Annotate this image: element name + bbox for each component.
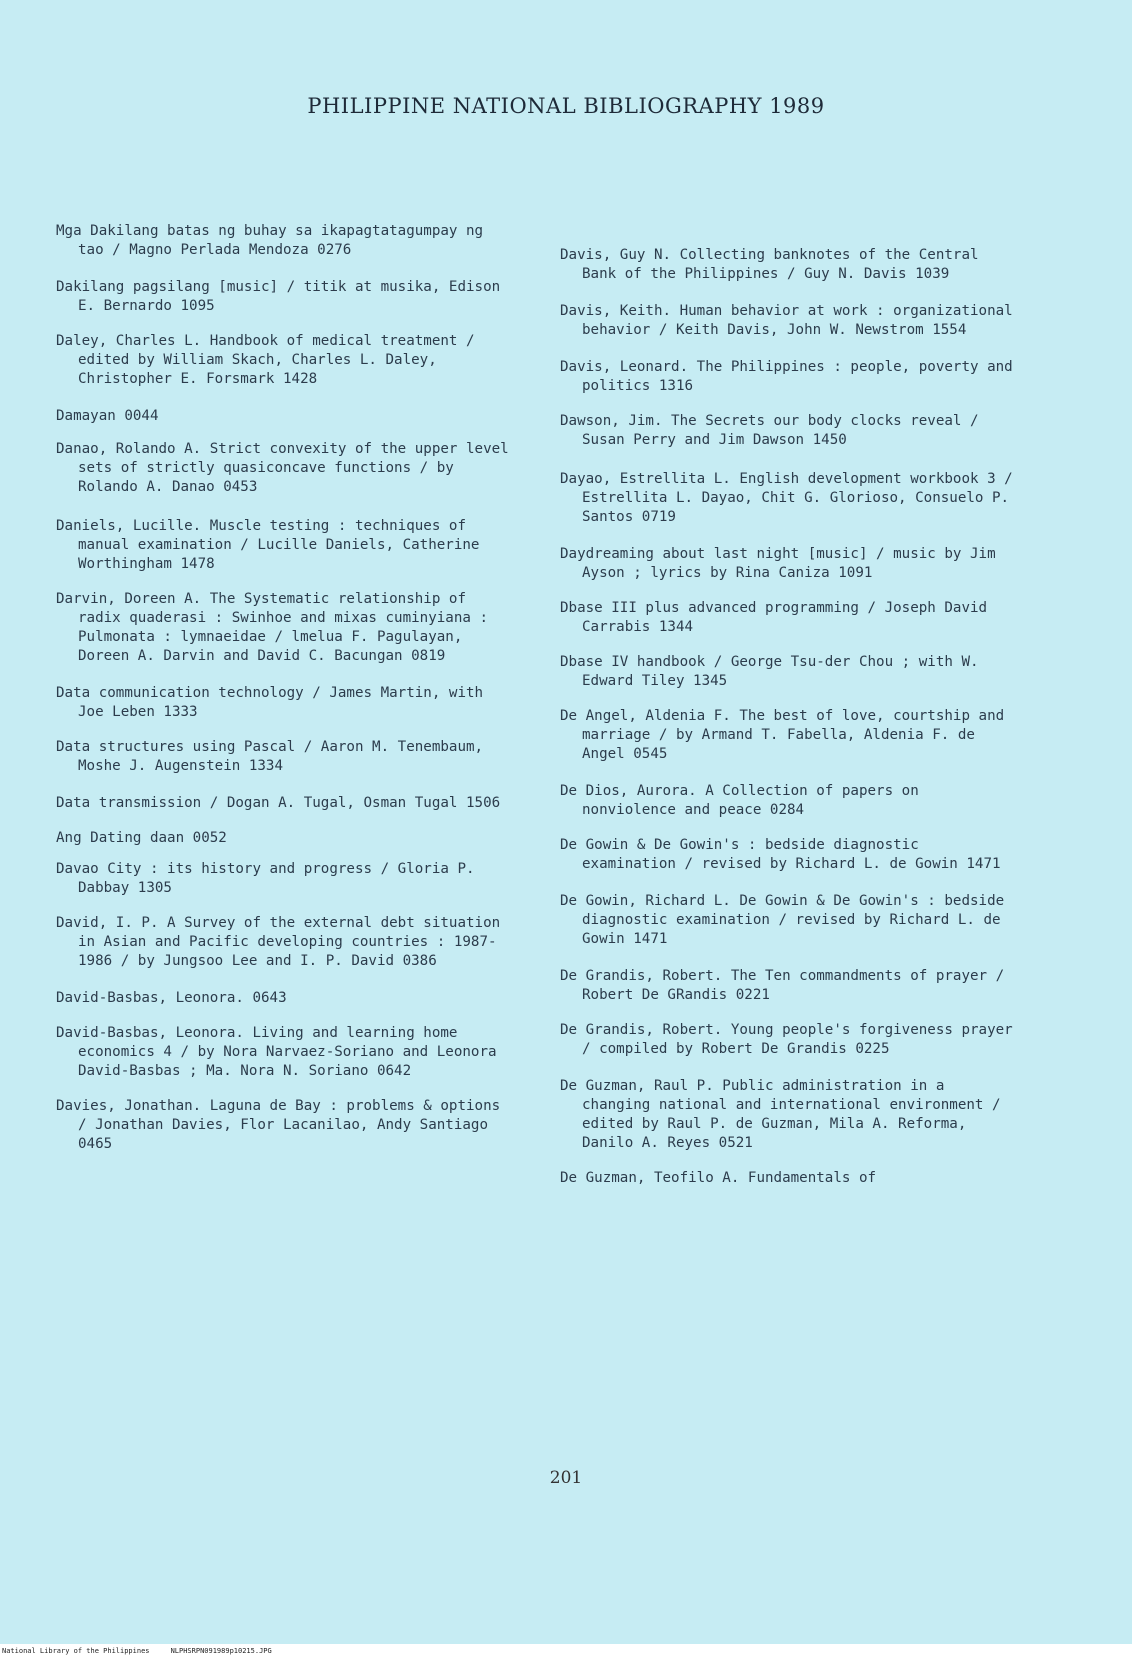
- bibliography-entry: Danao, Rolando A. Strict convexity of the upper level sets of strictly quasiconcave functions / by Rolando A. Danao 0453: [56, 441, 518, 495]
- bibliography-entry: Ang Dating daan 0052: [56, 830, 227, 846]
- bibliography-entry: De Grandis, Robert. The Ten commandments of prayer / Robert De GRandis 0221: [560, 968, 1013, 1003]
- bibliography-entry: Davis, Keith. Human behavior at work : organizational behavior / Keith Davis, John W. Newstrom 1554: [560, 303, 1022, 338]
- bibliography-entry: De Grandis, Robert. Young people's forgiveness prayer / compiled by Robert De Grandis 0225: [560, 1022, 1022, 1057]
- bibliography-entry: De Gowin & De Gowin's : bedside diagnostic examination / revised by Richard L. de Gowin 1471: [560, 837, 1001, 872]
- scan-footer: National Library of the Philippines NLPHSRPN091989p10215.JPG: [0, 1644, 1132, 1658]
- page-title: PHILIPPINE NATIONAL BIBLIOGRAPHY 1989: [307, 94, 825, 118]
- bibliography-entry: De Dios, Aurora. A Collection of papers on nonviolence and peace 0284: [560, 783, 928, 818]
- bibliography-entry: Davies, Jonathan. Laguna de Bay : problems & options / Jonathan Davies, Flor Lacanilao, Andy Santiago 0465: [56, 1098, 509, 1152]
- bibliography-entry: Davis, Leonard. The Philippines : people, poverty and politics 1316: [560, 359, 1022, 394]
- bibliography-entry: Mga Dakilang batas ng buhay sa ikapagtatagumpay ng tao / Magno Perlada Mendoza 0276: [56, 223, 492, 258]
- bibliography-entry: Dbase III plus advanced programming / Joseph David Carrabis 1344: [560, 600, 996, 635]
- bibliography-entry: Data transmission / Dogan A. Tugal, Osman Tugal 1506: [56, 795, 501, 811]
- bibliography-entry: Data structures using Pascal / Aaron M. Tenembaum, Moshe J. Augenstein 1334: [56, 739, 492, 774]
- bibliography-entry: Data communication technology / James Martin, with Joe Leben 1333: [56, 685, 492, 720]
- bibliography-entry: De Guzman, Teofilo A. Fundamentals of: [560, 1170, 877, 1186]
- left-column: [56, 222, 516, 1170]
- bibliography-entry: Davao City : its history and progress / Gloria P. Dabbay 1305: [56, 861, 484, 896]
- page-number: 201: [549, 1468, 583, 1488]
- bibliography-entry: De Angel, Aldenia F. The best of love, courtship and marriage / by Armand T. Fabella, Aldenia F. de Angel 0545: [560, 708, 1013, 762]
- bibliography-entry: Dbase IV handbook / George Tsu-der Chou ; with W. Edward Tiley 1345: [560, 654, 988, 689]
- bibliography-entry: Darvin, Doreen A. The Systematic relationship of radix quaderasi : Swinhoe and mixas cuminyiana : Pulmonata : lymnaeidae / lmelua F. Pagulayan, Doreen A. Darvin and David C. Bacungan 0819: [56, 591, 497, 664]
- bibliography-entry: Daniels, Lucille. Muscle testing : techniques of manual examination / Lucille Daniels, Catherine Worthingham 1478: [56, 518, 489, 572]
- bibliography-entry: David-Basbas, Leonora. Living and learning home economics 4 / by Nora Narvaez-Soriano and Leonora David-Basbas ; Ma. Nora N. Soriano 0642: [56, 1025, 506, 1079]
- bibliography-entry: David, I. P. A Survey of the external debt situation in Asian and Pacific developing countries : 1987-1986 / by Jungsoo Lee and I. P. David 0386: [56, 915, 509, 969]
- bibliography-entry: David-Basbas, Leonora. 0643: [56, 990, 287, 1006]
- bibliography-entry: Dawson, Jim. The Secrets our body clocks reveal / Susan Perry and Jim Dawson 1450: [560, 413, 988, 448]
- bibliography-entry: Dayao, Estrellita L. English development workbook 3 / Estrellita L. Dayao, Chit G. Glorioso, Consuelo P. Santos 0719: [560, 471, 1022, 525]
- bibliography-entry: Daydreaming about last night [music] / music by Jim Ayson ; lyrics by Rina Caniza 1091: [560, 546, 1005, 581]
- bibliography-entry: Damayan 0044: [56, 408, 159, 424]
- bibliography-entry: De Gowin, Richard L. De Gowin & De Gowin's : bedside diagnostic examination / revised by Richard L. de Gowin 1471: [560, 893, 1013, 947]
- bibliography-entry: Davis, Guy N. Collecting banknotes of the Central Bank of the Philippines / Guy N. Davis 1039: [560, 247, 988, 282]
- bibliography-entry: De Guzman, Raul P. Public administration in a changing national and international environment / edited by Raul P. de Guzman, Mila A. Reforma, Danilo A. Reyes 0521: [560, 1078, 1010, 1151]
- bibliography-entry: Daley, Charles L. Handbook of medical treatment / edited by William Skach, Charles L. Daley, Christopher E. Forsmark 1428: [56, 333, 484, 387]
- bibliography-entry: Dakilang pagsilang [music] / titik at musika, Edison E. Bernardo 1095: [56, 279, 509, 314]
- right-column: [560, 246, 1020, 1204]
